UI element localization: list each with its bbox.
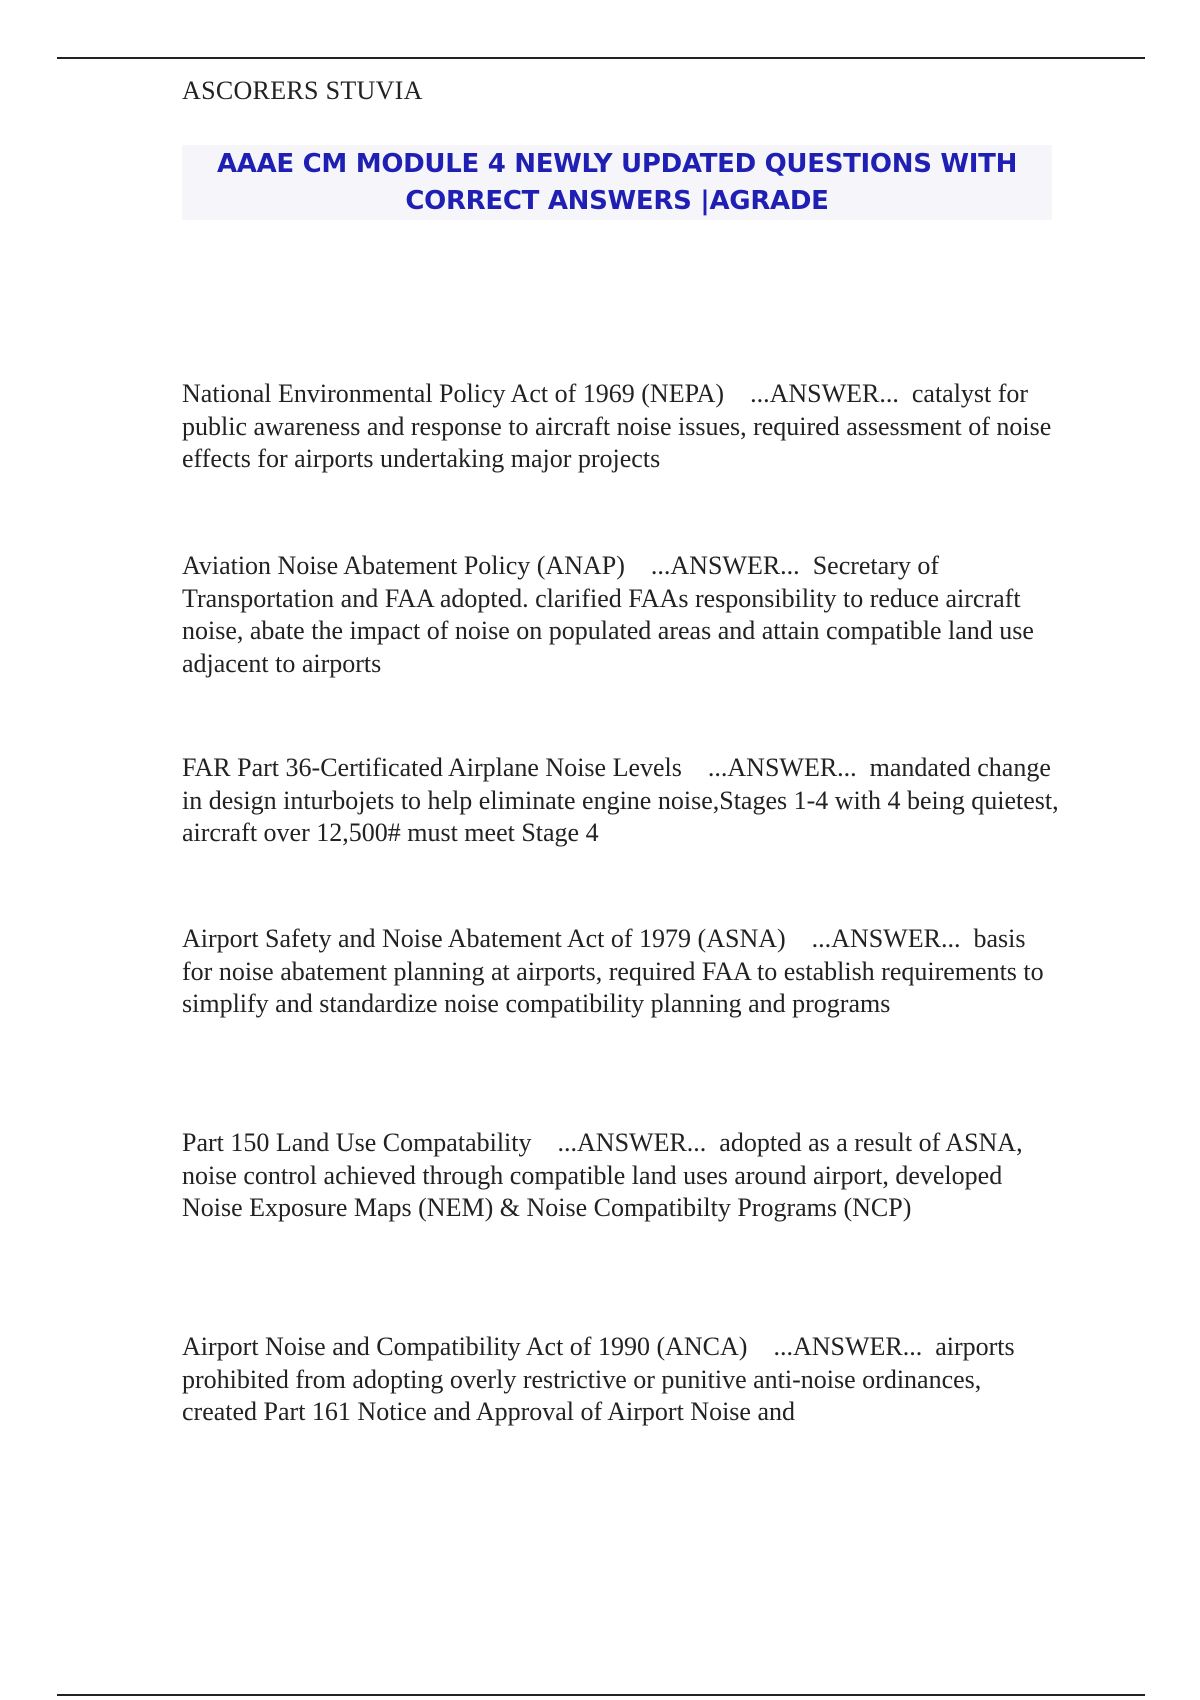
qa-item-anca bbox=[182, 1331, 1062, 1429]
bottom-rule bbox=[57, 1694, 1145, 1696]
answer-separator: ...ANSWER... bbox=[681, 753, 870, 782]
qa-question: Aviation Noise Abatement Policy (ANAP) bbox=[182, 551, 625, 580]
qa-question: Part 150 Land Use Compatability bbox=[182, 1128, 532, 1157]
document-title: AAAE CM MODULE 4 NEWLY UPDATED QUESTIONS WITH CORRECT ANSWERS |AGRADE bbox=[216, 148, 1018, 216]
qa-question: National Environmental Policy Act of 1969 (NEPA) bbox=[182, 379, 725, 408]
qa-item-far-part-36 bbox=[182, 752, 1062, 850]
qa-item-nepa bbox=[182, 378, 1062, 476]
answer-separator: ...ANSWER... bbox=[531, 1128, 720, 1157]
qa-answer: catalyst for public awareness and response to aircraft noise issues, required assessment of noise effects for airports undertaking major projects bbox=[182, 379, 1052, 473]
title-band bbox=[182, 145, 1052, 220]
qa-answer: adopted as a result of ASNA, noise control achieved through compatible land uses around airport, developed Noise Exposure Maps (NEM) & Noise Compatibilty Programs (NCP) bbox=[182, 1128, 1023, 1222]
qa-answer: Secretary of Transportation and FAA adopted. clarified FAAs responsibility to reduce aircraft noise, abate the impact of noise on populated areas and attain compatible land use adjacent to airports bbox=[182, 551, 1034, 678]
qa-item-part-150 bbox=[182, 1127, 1062, 1225]
qa-item-asna bbox=[182, 923, 1062, 1021]
qa-question: Airport Safety and Noise Abatement Act of 1979 (ASNA) bbox=[182, 924, 786, 953]
qa-answer: basis for noise abatement planning at airports, required FAA to establish requirements to simplify and standardize noise compatibility planning and programs bbox=[182, 924, 1044, 1018]
qa-question: FAR Part 36-Certificated Airplane Noise Levels bbox=[182, 753, 682, 782]
qa-item-anap bbox=[182, 550, 1062, 680]
top-rule bbox=[57, 57, 1145, 59]
answer-separator: ...ANSWER... bbox=[785, 924, 974, 953]
answer-separator: ...ANSWER... bbox=[624, 551, 813, 580]
qa-answer: airports prohibited from adopting overly restrictive or punitive anti-noise ordinances, created Part 161 Notice and Approval of Airport Noise and bbox=[182, 1332, 1015, 1426]
page-header: ASCORERS STUVIA bbox=[182, 76, 423, 105]
qa-question: Airport Noise and Compatibility Act of 1990 (ANCA) bbox=[182, 1332, 748, 1361]
answer-separator: ...ANSWER... bbox=[724, 379, 912, 408]
answer-separator: ...ANSWER... bbox=[747, 1332, 936, 1361]
qa-answer: mandated change in design inturbojets to help eliminate engine noise,Stages 1-4 with 4 being quietest, aircraft over 12,500# must meet Stage 4 bbox=[182, 753, 1059, 847]
